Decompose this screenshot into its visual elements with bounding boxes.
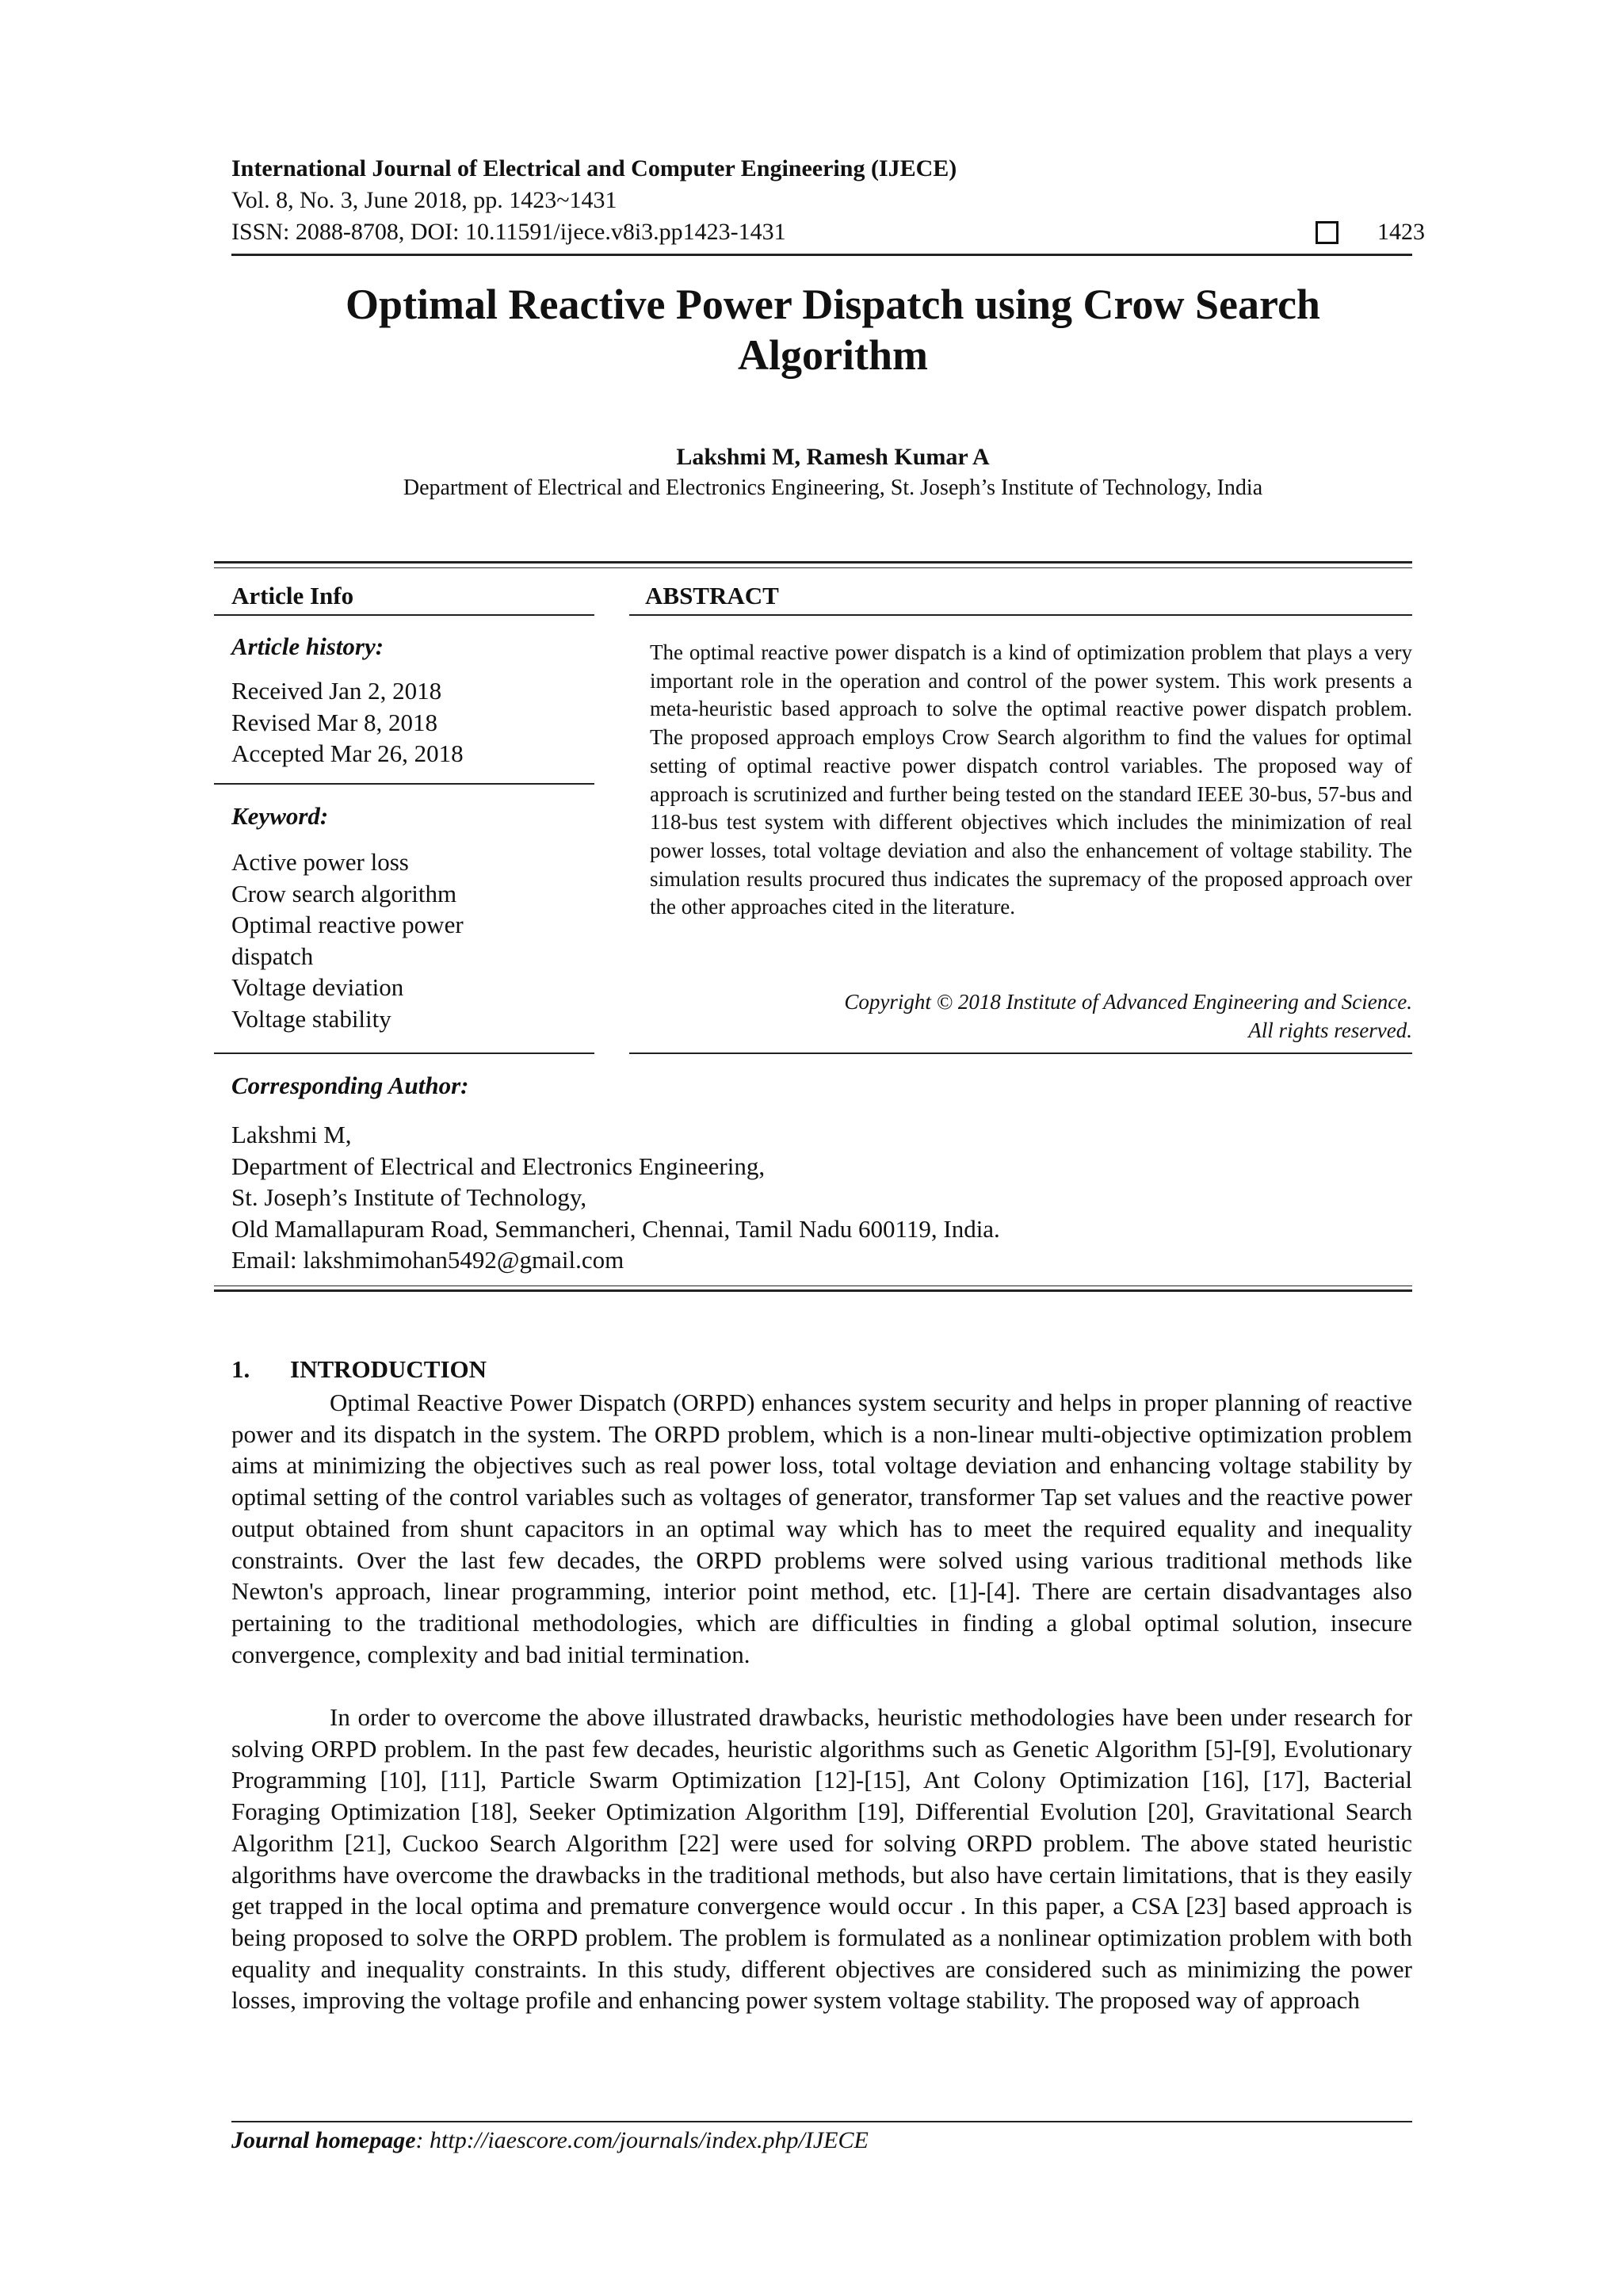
- homepage-label: Journal homepage: [231, 2127, 416, 2153]
- header-rule: [231, 254, 1412, 256]
- received-date: Received Jan 2, 2018: [231, 677, 442, 705]
- corresponding-name: Lakshmi M,: [231, 1121, 352, 1148]
- keyword-item: Voltage deviation: [231, 973, 404, 1001]
- journal-issn-doi: ISSN: 2088-8708, DOI: 10.11591/ijece.v8i3.pp1423-1431: [231, 219, 786, 245]
- corresponding-dept: Department of Electrical and Electronics Engineering,: [231, 1152, 766, 1180]
- article-history-heading: Article history:: [231, 632, 384, 660]
- article-info-rule: [214, 614, 594, 616]
- journal-homepage: [231, 2127, 869, 2154]
- info-top-rule-thin: [214, 567, 1412, 568]
- abstract-rule: [629, 614, 1412, 616]
- keyword-item: Optimal reactive power: [231, 911, 464, 938]
- accepted-date: Accepted Mar 26, 2018: [231, 739, 464, 767]
- keyword-heading: Keyword:: [231, 802, 329, 830]
- history-rule: [214, 783, 594, 785]
- title-line-2: Algorithm: [738, 331, 928, 379]
- abstract-text: The optimal reactive power dispatch is a kind of optimization problem that plays a very important role in the operation and control of the power system. This work presents a meta-heuristic based approach to solve the optimal reactive power dispatch problem. The proposed approach employs Crow Search algorithm to find the values for optimal setting of optimal reactive power dispatch control variables. The proposed way of approach is scrutinized and further being tested on the standard IEEE 30-bus, 57-bus and 118-bus test system with different objectives which includes the minimization of real power losses, total voltage deviation and also the enhancement of voltage stability. The simulation results procured thus indicates the supremacy of the proposed approach over the other approaches cited in the literature.: [650, 640, 1412, 919]
- keyword-item: dispatch: [231, 942, 314, 970]
- journal-volume: Vol. 8, No. 3, June 2018, pp. 1423~1431: [231, 187, 617, 213]
- revised-date: Revised Mar 8, 2018: [231, 708, 438, 736]
- affiliation: Department of Electrical and Electronics Engineering, St. Joseph’s Institute of Technology, India: [403, 476, 1263, 500]
- paper-title: [231, 279, 1434, 380]
- copyright-line-2: All rights reserved.: [1248, 1018, 1412, 1042]
- corresponding-address: Old Mamallapuram Road, Semmancheri, Chennai, Tamil Nadu 600119, India.: [231, 1214, 1000, 1243]
- abstract-heading: ABSTRACT: [645, 582, 779, 609]
- copyright-line-1: Copyright © 2018 Institute of Advanced Engineering and Science.: [844, 990, 1412, 1014]
- footer-rule: [231, 2121, 1412, 2122]
- copyright-notice: [650, 988, 1412, 1045]
- authors: Lakshmi M, Ramesh Kumar A: [676, 444, 990, 470]
- article-history: [231, 675, 464, 770]
- corresponding-heading: Corresponding Author:: [231, 1072, 469, 1099]
- keyword-item: Crow search algorithm: [231, 879, 457, 907]
- corresponding-inst: St. Joseph’s Institute of Technology,: [231, 1183, 587, 1211]
- abstract-bottom-rule: [629, 1052, 1412, 1054]
- section-title: INTRODUCTION: [290, 1355, 487, 1383]
- keyword-list: [231, 846, 464, 1034]
- corresponding-email: Email: lakshmimohan5492@gmail.com: [231, 1246, 624, 1274]
- paragraph-text: In order to overcome the above illustrated drawbacks, heuristic methodologies have been under research for solving ORPD problem. In the past few decades, heuristic algorithms such as Genetic Algorithm [5]-[9], Evolutionary Programming [10], [11], Particle Swarm Optimization [12]-[15], Ant Colony Optimization [16], [17], Bacterial Foraging Optimization [18], Seeker Optimization Algorithm [19], Differential Evolution [20], Gravitational Search Algorithm [21], Cuckoo Search Algorithm [22] were used for solving ORPD problem. The above stated heuristic algorithms have overcome the drawbacks in the traditional methods, but also have certain limitations, that is they easily get trapped in the local optima and premature convergence would occur . In this paper, a CSA [23] based approach is being proposed to solve the ORPD problem. The problem is formulated as a nonlinear optimization problem with both equality and inequality constraints. In this study, different objectives are considered such as minimizing the power losses, improving the voltage profile and enhancing power system voltage stability. The proposed way of approach: [231, 1703, 1412, 2015]
- keyword-rule: [214, 1052, 594, 1054]
- journal-name: International Journal of Electrical and Computer Engineering (IJECE): [231, 155, 957, 181]
- intro-paragraph-1: [231, 1387, 1412, 1670]
- info-bottom-rule-thick: [214, 1289, 1412, 1292]
- section-number: 1.: [231, 1355, 250, 1383]
- page-number: 1423: [1377, 219, 1425, 245]
- corresponding-details: [231, 1119, 1000, 1276]
- homepage-url[interactable]: : http://iaescore.com/journals/index.php/IJECE: [415, 2127, 869, 2153]
- keyword-item: Voltage stability: [231, 1004, 391, 1033]
- title-line-1: Optimal Reactive Power Dispatch using Crow Search: [346, 281, 1320, 328]
- keyword-item: Active power loss: [231, 848, 409, 876]
- info-top-rule: [214, 561, 1412, 563]
- intro-paragraph-2: [231, 1702, 1412, 2016]
- page-box-icon: [1316, 221, 1338, 244]
- article-info-heading: Article Info: [231, 582, 354, 609]
- paragraph-text: Optimal Reactive Power Dispatch (ORPD) enhances system security and helps in proper planning of reactive power and its dispatch in the system. The ORPD problem, which is a non-linear multi-objective optimization problem aims at minimizing the objectives such as real power loss, total voltage deviation and enhancing voltage stability by optimal setting of the control variables such as voltages of generator, transformer Tap set values and the reactive power output obtained from shunt capacitors in an optimal way which has to meet the required equality and inequality constraints. Over the last few decades, the ORPD problems were solved using various traditional methods like Newton's approach, linear programming, interior point method, etc. [1]-[4]. There are certain disadvantages also pertaining to the traditional methodologies, which are difficulties in finding a global optimal solution, insecure convergence, complexity and bad initial termination.: [231, 1389, 1412, 1668]
- introduction-heading: [231, 1355, 487, 1384]
